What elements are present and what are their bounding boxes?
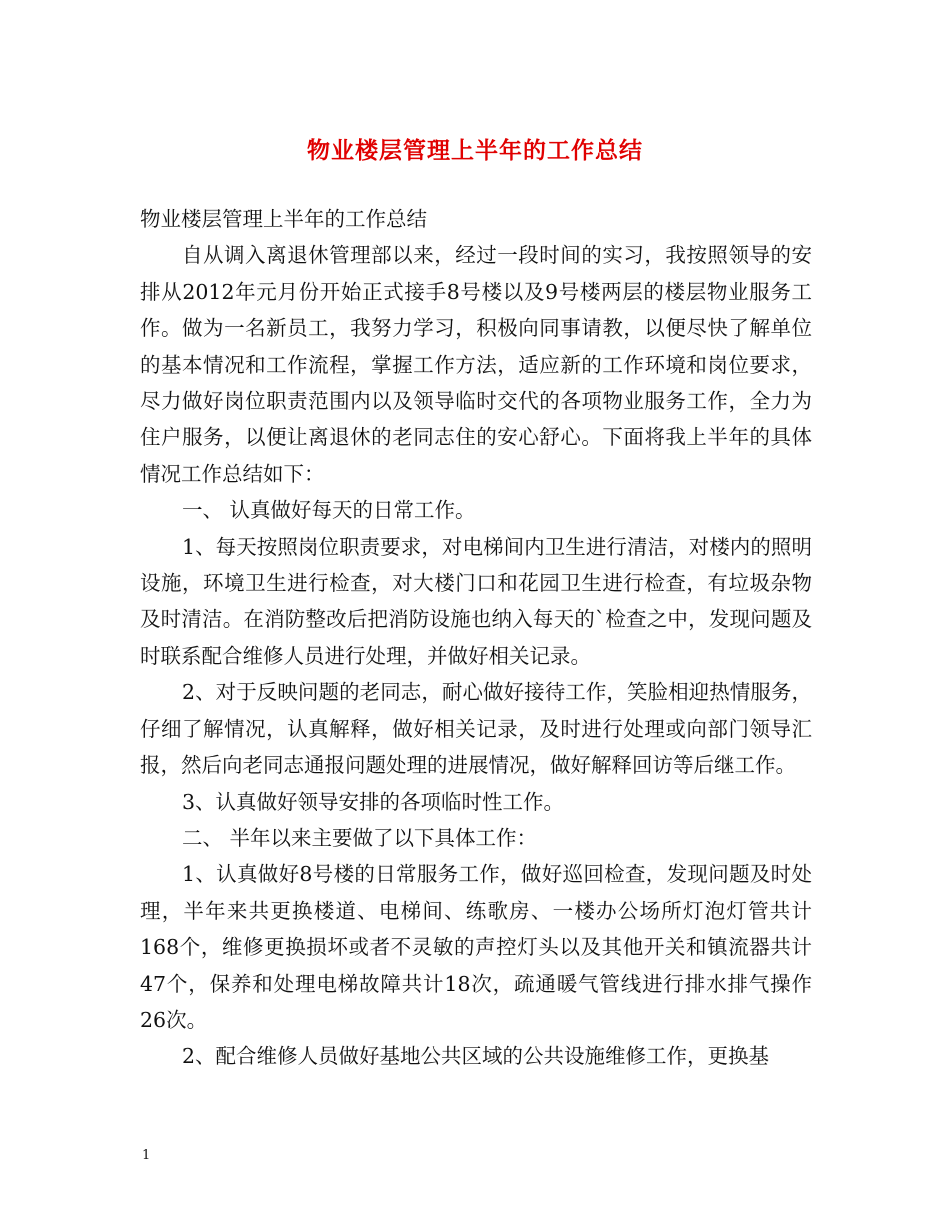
paragraph-item: 1、认真做好8号楼的日常服务工作，做好巡回检查，发现问题及时处理，半年来共更换楼道、电梯间、练歌房、一楼办公场所灯泡灯管共计168个，维修更换损坏或者不灵敏的声控灯头以及其他开关和镇流器共计47个，保养和处理电梯故障共计18次，疏通暖气管线进行排水排气操作26次。 <box>140 862 812 1032</box>
section-heading-1: 一、 认真做好每天的日常工作。 <box>182 498 476 523</box>
paragraph-item: 1、每天按照岗位职责要求，对电梯间内卫生进行清洁，对楼内的照明设施，环境卫生进行检查，对大楼门口和花园卫生进行检查，有垃圾杂物及时清洁。在消防整改后把消防设施也纳入每天的`检查之中，发现问题及时联系配合维修人员进行处理，并做好相关记录。 <box>140 534 812 668</box>
document-title: 物业楼层管理上半年的工作总结 <box>307 137 643 164</box>
paragraph-subtitle: 物业楼层管理上半年的工作总结 <box>140 207 427 231</box>
paragraph-item: 2、配合维修人员做好基地公共区域的公共设施维修工作，更换基 <box>182 1044 770 1069</box>
paragraph-item: 2、对于反映问题的老同志，耐心做好接待工作，笑脸相迎热情服务，仔细了解情况，认真解释，做好相关记录，及时进行处理或向部门领导汇报，然后向老同志通报问题处理的进展情况，做好解释回访等后继工作。 <box>140 680 812 778</box>
section-heading-2: 二、 半年以来主要做了以下具体工作： <box>182 825 538 850</box>
page-number: 1 <box>142 1148 151 1163</box>
paragraph-item: 3、认真做好领导安排的各项临时性工作。 <box>182 789 565 814</box>
document-body <box>140 201 812 1075</box>
paragraph-intro: 自从调入离退休管理部以来，经过一段时间的实习，我按照领导的安排从2012年元月份开始正式接手8号楼以及9号楼两层的楼层物业服务工作。做为一名新员工，我努力学习，积极向同事请教，以便尽快了解单位的基本情况和工作流程，掌握工作方法，适应新的工作环境和岗位要求，尽力做好岗位职责范围内以及领导临时交代的各项物业服务工作，全力为住户服务，以便让离退休的老同志住的安心舒心。下面将我上半年的具体情况工作总结如下： <box>140 243 812 486</box>
